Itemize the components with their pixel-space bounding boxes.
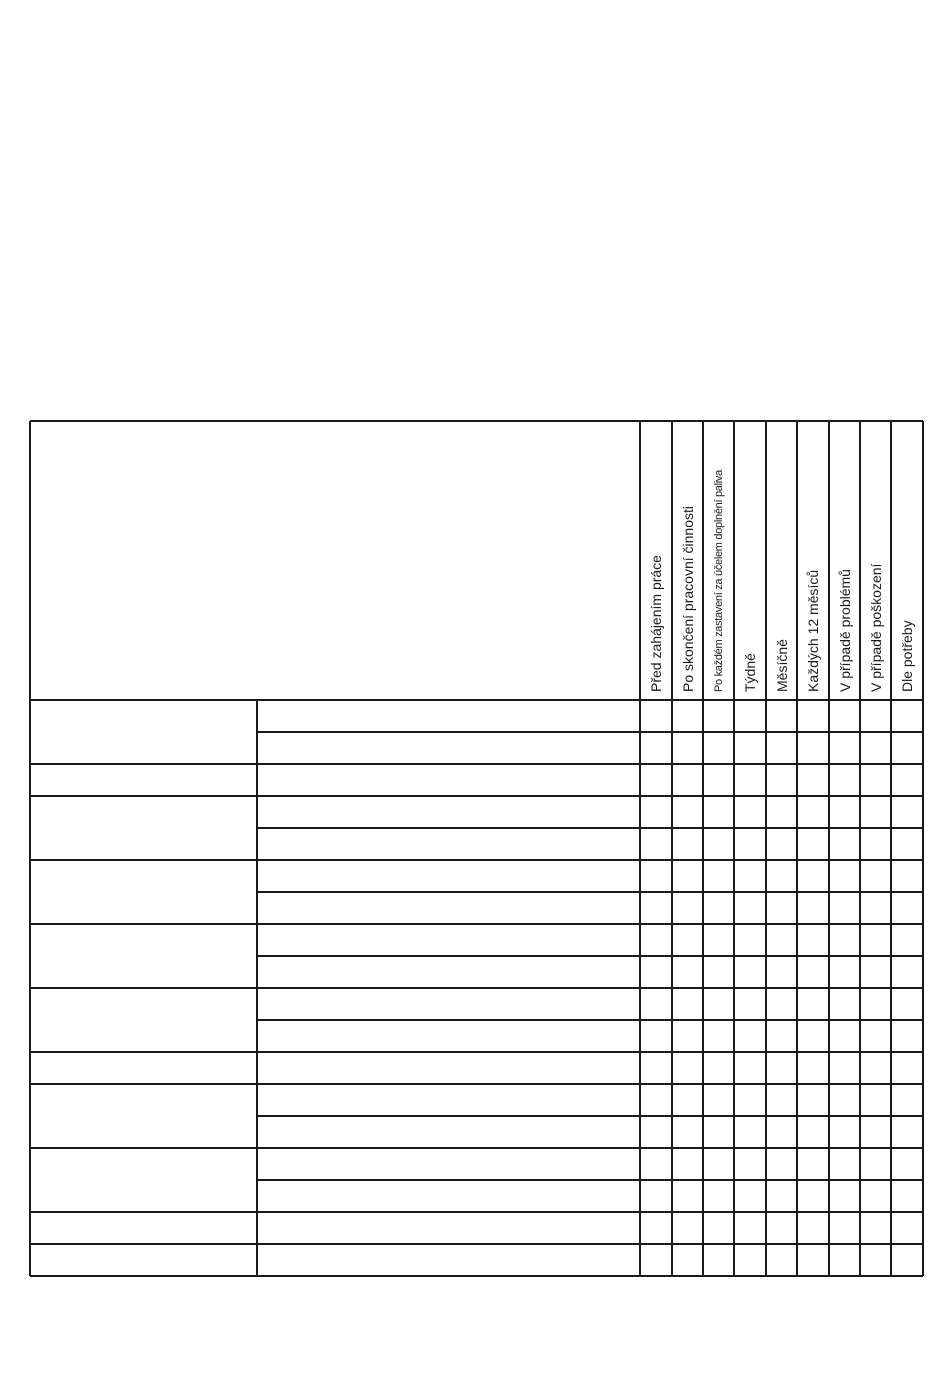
column-header-as-needed: Dle potřeby [899, 620, 915, 692]
column-header-in-case-of-damage: V případě poškození [867, 563, 884, 692]
column-header-in-case-of-problems: V případě problémů [836, 569, 853, 692]
column-header-after-work: Po skončení pracovní činnosti [679, 506, 696, 692]
column-header-after-refuel-stop: Po každém zastavení za účelem doplnění paliva [712, 470, 725, 692]
column-header-every-12-months: Každých 12 měsíců [805, 569, 821, 692]
column-header-weekly: Týdně [742, 653, 758, 692]
column-header-monthly: Měsíčně [773, 639, 790, 692]
column-header-before-work: Před zahájením práce [648, 555, 664, 692]
